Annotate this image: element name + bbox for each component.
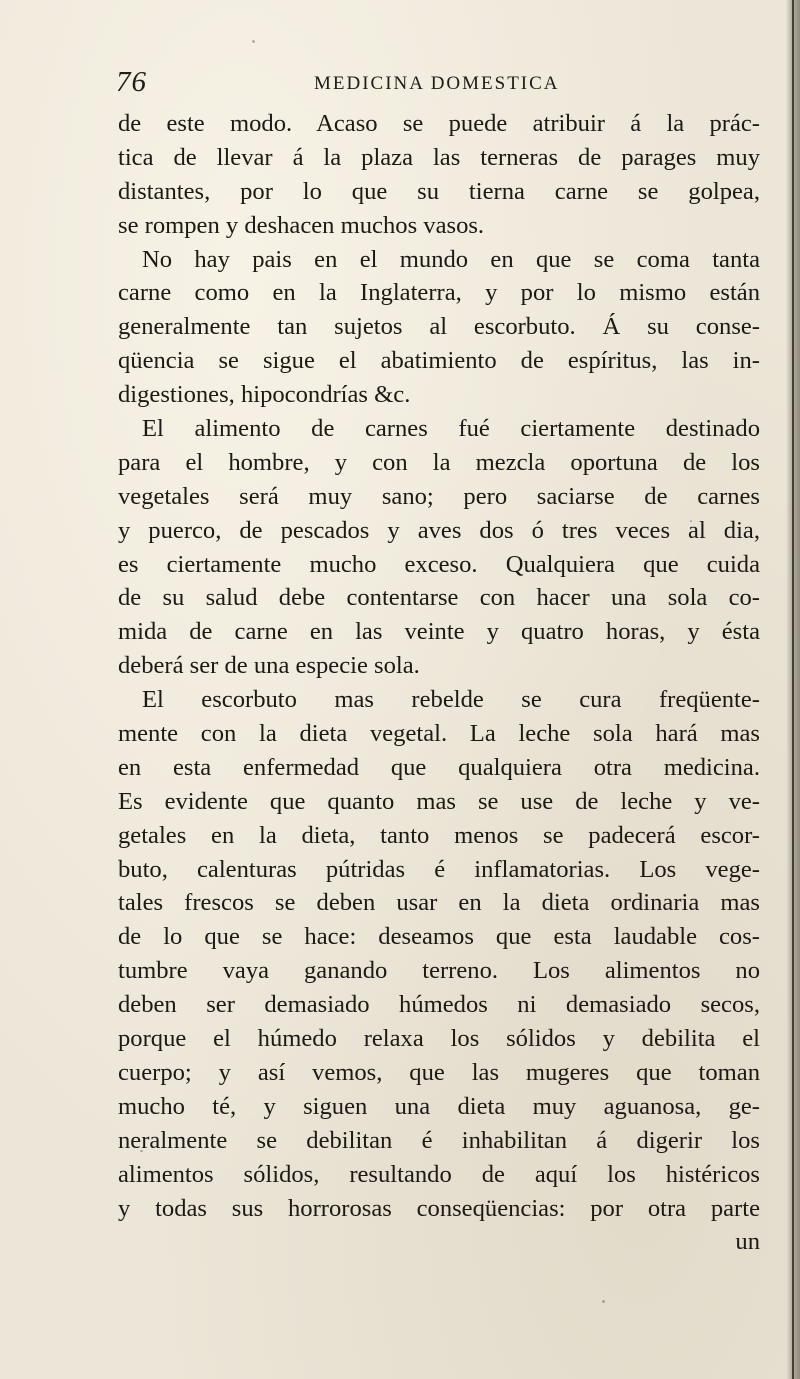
text-line: y puerco, de pescados y aves dos ó tres veces al dia, [118, 516, 760, 544]
text-line: mucho té, y siguen una dieta muy aguanosa, ge- [118, 1092, 760, 1120]
text-line: getales en la dieta, tanto menos se padecerá escor- [118, 821, 760, 849]
text-line: para el hombre, y con la mezcla oportuna de los [118, 448, 760, 476]
text-line: No hay pais en el mundo en que se coma tanta [142, 245, 760, 273]
page-number: 76 [116, 66, 147, 98]
text-line: El alimento de carnes fué ciertamente destinado [142, 415, 760, 443]
page-header [116, 66, 756, 100]
text-line: Es evidente que quanto mas se use de leche y ve- [118, 787, 760, 815]
text-line: carne como en la Inglaterra, y por lo mismo están [118, 279, 760, 307]
text-line: tica de llevar á la plaza las terneras de parages muy [118, 143, 760, 171]
paper-speck [602, 1300, 605, 1303]
text-line: distantes, por lo que su tierna carne se golpea, [118, 177, 760, 205]
text-line: neralmente se debilitan é inhabilitan á digerir los [118, 1126, 760, 1154]
body-text [118, 107, 760, 1259]
text-line: cuerpo; y así vemos, que las mugeres que toman [118, 1058, 760, 1086]
text-line: buto, calenturas pútridas é inflamatorias. Los vege- [118, 855, 760, 883]
text-line: mida de carne en las veinte y quatro horas, y ésta [118, 618, 760, 646]
paper-speck [140, 1150, 143, 1152]
page-binding-edge [786, 0, 800, 1379]
text-line: se rompen y deshacen muchos vasos. [118, 211, 485, 239]
paper-speck [252, 40, 255, 43]
text-line: El escorbuto mas rebelde se cura freqüente- [142, 686, 760, 714]
running-head: MEDICINA DOMESTICA [314, 73, 560, 94]
text-line: tales frescos se deben usar en la dieta ordinaria mas [118, 889, 760, 917]
text-line: qüencia se sigue el abatimiento de espíritus, las in- [118, 347, 760, 375]
text-line: porque el húmedo relaxa los sólidos y debilita el [118, 1025, 760, 1053]
text-line: deben ser demasiado húmedos ni demasiado secos, [118, 991, 760, 1019]
catchword: un [735, 1228, 760, 1256]
text-line: de este modo. Acaso se puede atribuir á la prác- [118, 110, 760, 137]
text-line: tumbre vaya ganando terreno. Los alimentos no [118, 957, 760, 985]
text-line: vegetales será muy sano; pero saciarse de carnes [118, 482, 760, 510]
text-line: digestiones, hipocondrías &c. [118, 381, 411, 409]
text-line: alimentos sólidos, resultando de aquí los histéricos [118, 1160, 760, 1188]
text-line: en esta enfermedad que qualquiera otra medicina. [118, 753, 760, 781]
text-line: deberá ser de una especie sola. [118, 652, 420, 680]
text-line: de su salud debe contentarse con hacer una sola co- [118, 584, 760, 612]
text-line: mente con la dieta vegetal. La leche sola hará mas [118, 720, 760, 748]
text-line: es ciertamente mucho exceso. Qualquiera que cuida [118, 550, 760, 578]
text-line: generalmente tan sujetos al escorbuto. Á su conse- [118, 313, 760, 341]
paper-speck [690, 520, 692, 522]
text-line: de lo que se hace: deseamos que esta laudable cos- [118, 923, 760, 951]
text-line: y todas sus horrorosas conseqüencias: por otra parte [118, 1194, 760, 1222]
